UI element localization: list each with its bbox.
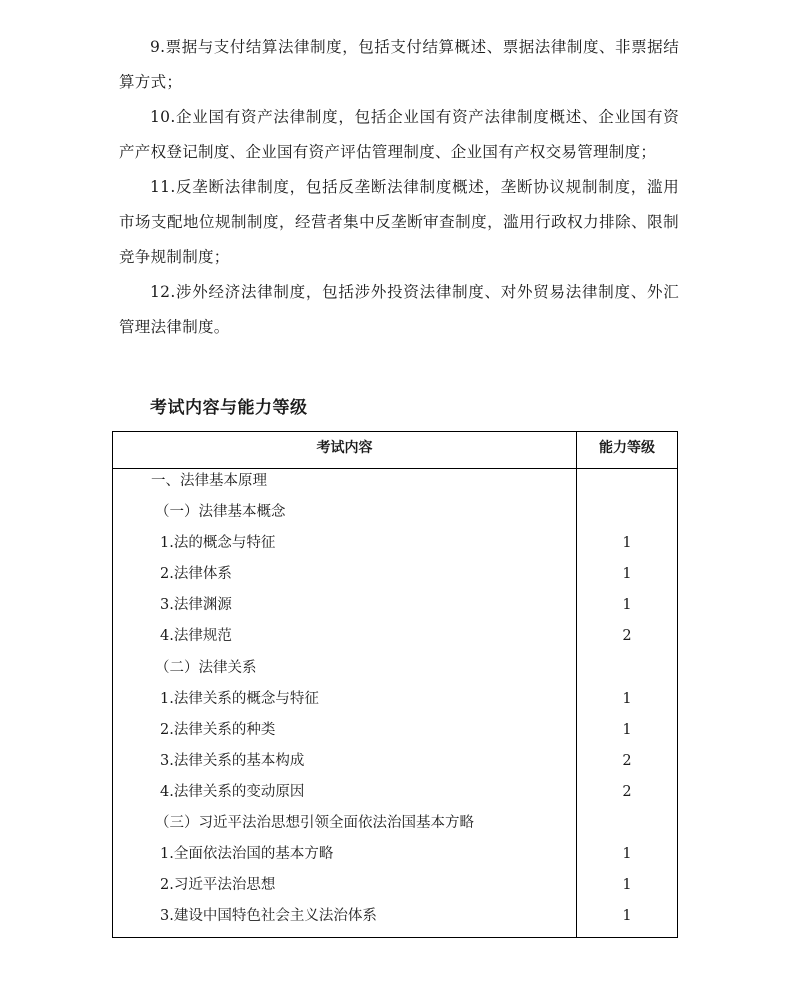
- row-level-value: 1: [622, 877, 632, 894]
- row-level-value: 2: [622, 628, 632, 645]
- row-level-value: 1: [622, 566, 632, 583]
- row-content-text: 2.法律关系的种类: [160, 721, 276, 738]
- table-row: [113, 468, 677, 499]
- table-row: [113, 623, 677, 654]
- table-header-row: [113, 432, 677, 469]
- table-row: [113, 499, 677, 530]
- table-row: [113, 779, 677, 810]
- table-body: [113, 468, 677, 934]
- row-level-value: 1: [622, 535, 632, 552]
- row-content-text: 1.法律关系的概念与特征: [160, 690, 319, 707]
- row-content-text: （一）法律基本概念: [155, 504, 286, 521]
- section-heading: 考试内容与能力等级: [150, 398, 308, 418]
- header-level-cell: 能力等级: [599, 440, 655, 456]
- table-row: [113, 686, 677, 717]
- row-level-value: 1: [622, 597, 632, 614]
- row-level-value: 1: [622, 846, 632, 863]
- row-content-text: 1.全面依法治国的基本方略: [160, 846, 334, 863]
- row-content-text: 3.法律渊源: [160, 597, 232, 614]
- row-content-text: 4.法律规范: [160, 628, 232, 645]
- exam-content-table: [112, 431, 678, 938]
- row-content-text: （三）习近平法治思想引领全面依法治国基本方略: [155, 815, 474, 832]
- row-level-value: 2: [622, 783, 632, 800]
- row-content-text: 4.法律关系的变动原因: [160, 783, 305, 800]
- table-row: [113, 561, 677, 592]
- table-row: [113, 717, 677, 748]
- paragraph-12: 12.涉外经济法律制度，包括涉外投资法律制度、对外贸易法律制度、外汇管理法律制度。: [119, 283, 679, 336]
- row-content-text: 一、法律基本原理: [151, 473, 267, 489]
- row-level-value: 1: [622, 908, 632, 925]
- row-content-text: 3.法律关系的基本构成: [160, 752, 305, 769]
- table-row: [113, 872, 677, 903]
- paragraph-10: 10.企业国有资产法律制度，包括企业国有资产法律制度概述、企业国有资产产权登记制度、企业国有资产评估管理制度、企业国有产权交易管理制度；: [119, 108, 679, 161]
- row-level-value: 1: [622, 721, 632, 738]
- row-content-text: 2.法律体系: [160, 566, 232, 583]
- table-row: [113, 592, 677, 623]
- row-content-text: 3.建设中国特色社会主义法治体系: [160, 908, 377, 925]
- table-row: [113, 810, 677, 841]
- row-content-text: 2.习近平法治思想: [160, 877, 276, 894]
- table-row: [113, 903, 677, 934]
- table-row: [113, 530, 677, 561]
- table-row: [113, 655, 677, 686]
- table-row: [113, 748, 677, 779]
- row-level-value: 2: [622, 752, 632, 769]
- table-row: [113, 841, 677, 872]
- row-level-value: 1: [622, 690, 632, 707]
- row-content-text: 1.法的概念与特征: [160, 535, 276, 552]
- paragraph-11: 11.反垄断法律制度，包括反垄断法律制度概述，垄断协议规制制度，滥用市场支配地位规制制度，经营者集中反垄断审查制度，滥用行政权力排除、限制竞争规制制度；: [119, 178, 679, 266]
- paragraph-9: 9.票据与支付结算法律制度，包括支付结算概述、票据法律制度、非票据结算方式；: [119, 38, 679, 91]
- row-content-text: （二）法律关系: [155, 659, 257, 676]
- body-paragraphs: [119, 30, 679, 345]
- header-content-cell: 考试内容: [316, 440, 373, 456]
